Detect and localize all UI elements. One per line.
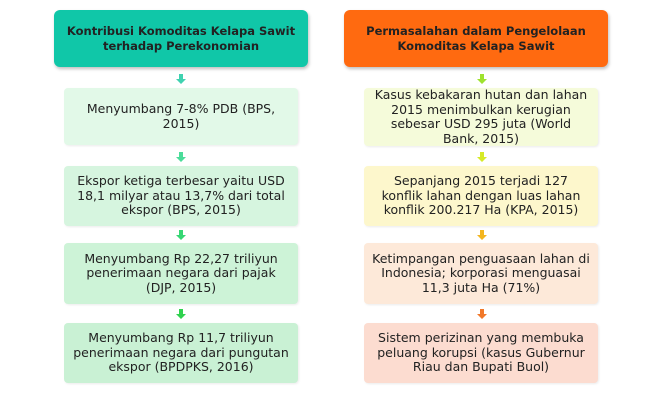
- arrow-down-icon: [477, 230, 487, 240]
- arrow-down-icon: [176, 152, 186, 162]
- arrow-down-icon: [176, 74, 186, 84]
- left-item-1: Menyumbang 7-8% PDB (BPS, 2015): [64, 88, 298, 145]
- left-item-3: Menyumbang Rp 22,27 triliyun penerimaan negara dari pajak (DJP, 2015): [64, 243, 298, 304]
- left-item-4: Menyumbang Rp 11,7 triliyun penerimaan negara dari pungutan ekspor (BPDPKS, 2016): [64, 323, 298, 383]
- left-header: Kontribusi Komoditas Kelapa Sawit terhadap Perekonomian: [54, 10, 308, 67]
- arrow-down-icon: [176, 230, 186, 240]
- right-item-1: Kasus kebakaran hutan dan lahan 2015 menimbulkan kerugian sebesar USD 295 juta (World Bank, 2015): [364, 88, 598, 146]
- arrow-down-icon: [477, 74, 487, 84]
- right-item-3: Ketimpangan penguasaan lahan di Indonesia; korporasi menguasai 11,3 juta Ha (71%): [364, 243, 598, 304]
- right-header: Permasalahan dalam Pengelolaan Komoditas Kelapa Sawit: [344, 10, 608, 67]
- arrow-down-icon: [176, 309, 186, 319]
- arrow-down-icon: [477, 309, 487, 319]
- right-item-2: Sepanjang 2015 terjadi 127 konflik lahan dengan luas lahan konflik 200.217 Ha (KPA, 2015): [364, 166, 598, 226]
- right-item-4: Sistem perizinan yang membuka peluang korupsi (kasus Gubernur Riau dan Bupati Buol): [364, 323, 598, 383]
- arrow-down-icon: [477, 152, 487, 162]
- left-item-2: Ekspor ketiga terbesar yaitu USD 18,1 milyar atau 13,7% dari total ekspor (BPS, 2015): [64, 166, 298, 226]
